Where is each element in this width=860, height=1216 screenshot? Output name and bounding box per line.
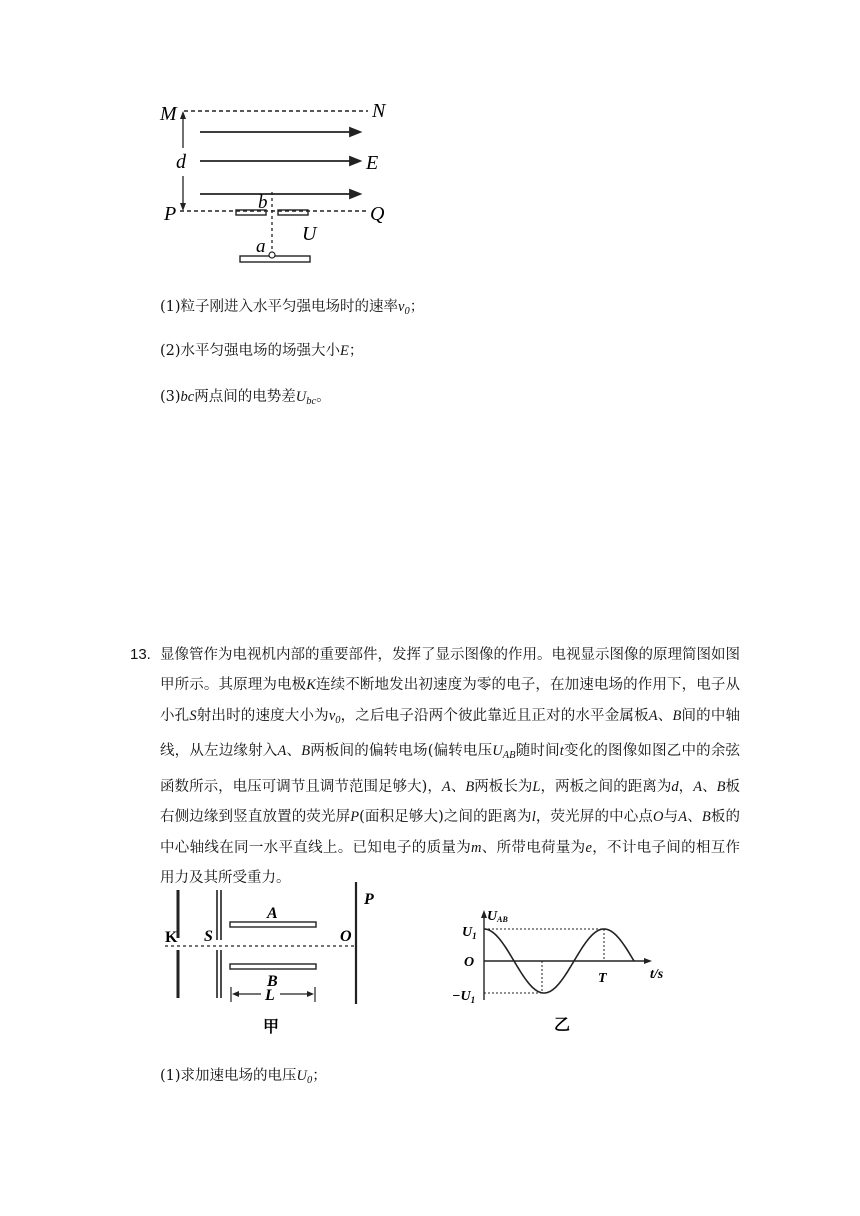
label-U: U	[302, 223, 317, 245]
part-number: (2)	[160, 343, 181, 359]
label-N: N	[372, 100, 386, 122]
sub-0: 0	[307, 1075, 313, 1087]
var-U: U	[296, 1068, 308, 1084]
label-U1: $U_1$	[462, 925, 477, 941]
part-number: (3)	[160, 389, 181, 405]
caption-jia: 甲	[263, 1017, 280, 1036]
q12-part-1	[160, 297, 424, 322]
question-number: 13.	[130, 646, 151, 663]
part-end: ；	[348, 343, 364, 359]
q13-part-1	[160, 1066, 327, 1091]
label-K: K	[165, 929, 178, 946]
part-text: 两点间的电势差	[194, 389, 296, 405]
question-13-text: 显像管作为电视机内部的重要部件，发挥了显示图像的作用。电视显示图像的原理简图如图甲所示。其原理为电极K连续不断地发出初速度为零的电子，在加速电场的作用下，电子从小孔S射出时的速度大小为$v_0$，之后电子沿两个彼此靠近且正对的水平金属板A、B间的中轴线，从左边缘射入A、B两板间的偏转电场(偏转电压$U_{AB}$随时间t变化的图像如图乙中的余弦函数所示，电压可调节且调节范围足够大)，A、B两板长为L，两板之间的距离为d，A、B板右侧边缘到竖直放置的荧光屏P(面积足够大)之间的距离为l，荧光屏的中心点O与A、B板的中心轴线在同一水平直线上。已知电子的质量为m、所带电荷量为e，不计电子间的相互作用力及其所受重力。	[160, 647, 741, 887]
var-bc: bc	[180, 389, 195, 405]
label-UAB: UAB	[487, 909, 508, 924]
label-A: A	[267, 905, 278, 922]
label-L: L	[265, 987, 275, 1004]
caption-yi: 乙	[554, 1015, 571, 1034]
sub-bc: bc	[306, 396, 317, 408]
label-ts: t/s	[650, 967, 664, 982]
label-O: O	[340, 928, 352, 945]
part-text: 水平匀强电场的场强大小	[180, 343, 341, 359]
label-origin: O	[464, 955, 475, 970]
sub-0: 0	[404, 306, 410, 318]
figure-yi-chart	[446, 900, 676, 1040]
q12-part-3	[160, 387, 331, 412]
label-Q: Q	[370, 203, 385, 225]
label-M: M	[160, 103, 177, 125]
label-T: T	[598, 971, 607, 986]
label-a: a	[256, 236, 266, 257]
label-P: P	[364, 891, 374, 908]
q12-part-2	[160, 341, 363, 361]
var-E: E	[340, 343, 349, 359]
label-B: B	[267, 973, 278, 990]
label-negU1: $-U_1$	[452, 989, 476, 1005]
label-b: b	[258, 192, 268, 213]
label-S: S	[204, 928, 213, 945]
label-d: d	[176, 151, 186, 173]
part-number: (1)	[160, 299, 181, 315]
var-v: v	[398, 299, 405, 315]
figure-jia-tube	[160, 880, 390, 1040]
label-P: P	[164, 203, 177, 225]
part-number: (1)	[160, 1068, 181, 1084]
part-end: 。	[316, 389, 331, 405]
part-text: 粒子刚进入水平匀强电场时的速率	[180, 299, 399, 315]
label-E: E	[366, 152, 379, 174]
var-U: U	[295, 389, 307, 405]
part-end: ；	[312, 1068, 327, 1084]
part-text: 求加速电场的电压	[180, 1068, 297, 1084]
part-end: ；	[409, 299, 425, 315]
figure-q12-field	[150, 96, 410, 268]
